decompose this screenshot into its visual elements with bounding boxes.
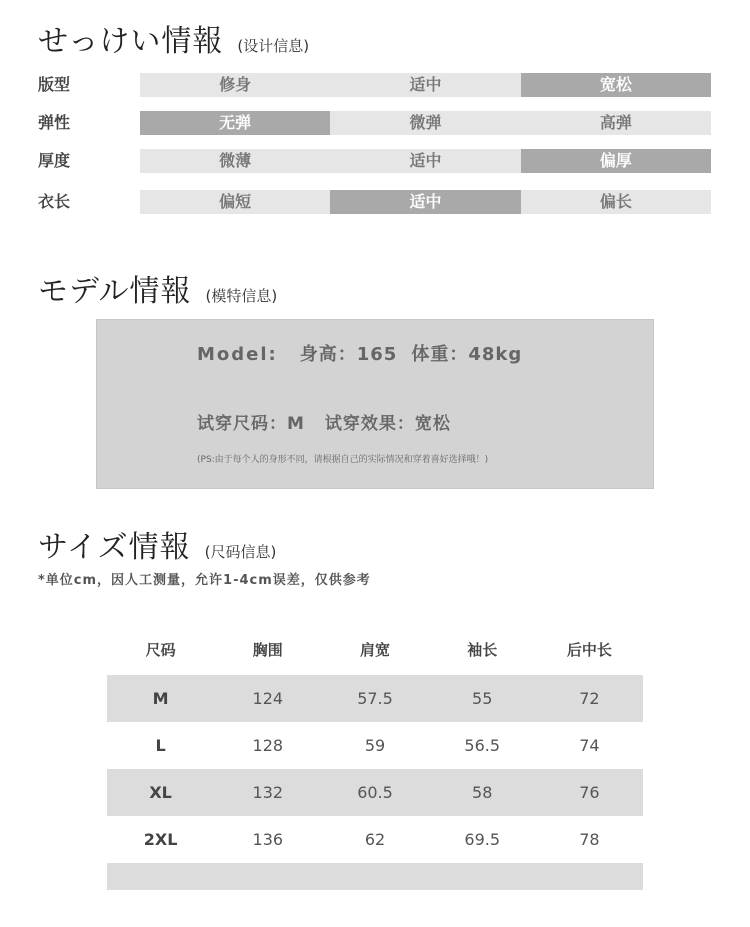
design-option: 微弹 bbox=[330, 111, 520, 135]
design-option: 偏长 bbox=[521, 190, 711, 214]
size-value-cell: 76 bbox=[579, 783, 600, 802]
design-row-label: 弹性 bbox=[38, 113, 71, 132]
design-row bbox=[38, 111, 711, 135]
design-option: 高弹 bbox=[521, 111, 711, 135]
size-table-header-cell: 袖长 bbox=[467, 641, 498, 659]
size-value-cell: 69.5 bbox=[464, 830, 501, 849]
model-size: 试穿尺码：M bbox=[197, 414, 305, 434]
model-section-title bbox=[38, 266, 277, 310]
design-section-title bbox=[38, 16, 309, 60]
size-value-cell: 72 bbox=[579, 689, 600, 708]
design-option: 修身 bbox=[140, 73, 330, 97]
design-row-label: 版型 bbox=[38, 75, 71, 94]
table-row bbox=[107, 816, 643, 863]
size-value-cell: 132 bbox=[252, 783, 284, 802]
design-row-label: 厚度 bbox=[38, 151, 71, 170]
size-note: *单位cm，因人工测量，允许1-4cm误差，仅供参考 bbox=[38, 573, 371, 588]
size-table-header bbox=[107, 627, 643, 675]
design-row bbox=[38, 149, 711, 173]
size-value-cell: 57.5 bbox=[357, 689, 393, 708]
design-option: 适中 bbox=[330, 73, 520, 97]
size-value-cell: 62 bbox=[364, 830, 386, 849]
design-option: 微薄 bbox=[140, 149, 330, 173]
size-label-cell: XL bbox=[149, 783, 172, 802]
design-row bbox=[38, 190, 711, 214]
size-table-body bbox=[107, 675, 643, 863]
design-title: せっけい情報 bbox=[38, 24, 224, 59]
size-table-header-cell: 肩宽 bbox=[360, 641, 391, 659]
size-value-cell: 56.5 bbox=[464, 736, 501, 755]
size-value-cell: 124 bbox=[252, 689, 284, 708]
design-row-options bbox=[140, 73, 711, 97]
size-value-cell: 74 bbox=[579, 736, 600, 755]
model-key: Model: bbox=[197, 344, 278, 365]
size-value-cell: 58 bbox=[472, 783, 493, 802]
design-option-selected: 适中 bbox=[330, 190, 520, 214]
model-fit bbox=[197, 409, 451, 434]
design-option-selected: 偏厚 bbox=[521, 149, 711, 173]
design-row-options bbox=[140, 190, 711, 214]
size-value-cell: 60.5 bbox=[357, 783, 393, 802]
design-row-label: 衣长 bbox=[38, 192, 71, 211]
size-section-title bbox=[38, 522, 276, 566]
table-row bbox=[107, 675, 643, 722]
design-subtitle: (设计信息) bbox=[237, 37, 310, 55]
size-value-cell: 55 bbox=[472, 689, 493, 708]
size-table-header-cell: 尺码 bbox=[145, 641, 176, 659]
model-effect: 试穿效果：宽松 bbox=[324, 414, 451, 434]
design-option: 偏短 bbox=[140, 190, 330, 214]
size-label-cell: L bbox=[155, 736, 166, 755]
model-info-box bbox=[96, 319, 654, 489]
design-option-selected: 宽松 bbox=[521, 73, 711, 97]
model-title: モデル情報 bbox=[38, 274, 192, 309]
table-row bbox=[107, 722, 643, 769]
size-value-cell: 59 bbox=[364, 736, 386, 755]
model-height: 身高：165 bbox=[299, 344, 398, 365]
design-row-options bbox=[140, 111, 711, 135]
design-row-options bbox=[140, 149, 711, 173]
size-value-cell: 78 bbox=[579, 830, 600, 849]
size-label-cell: M bbox=[152, 689, 169, 708]
size-table-header-cell: 后中长 bbox=[566, 641, 612, 659]
table-row bbox=[107, 769, 643, 816]
size-table bbox=[107, 627, 643, 890]
size-title: サイズ情報 bbox=[38, 530, 191, 565]
size-value-cell: 128 bbox=[252, 736, 284, 755]
model-measurements bbox=[197, 340, 522, 366]
model-weight: 体重：48kg bbox=[411, 344, 523, 365]
design-row bbox=[38, 73, 711, 97]
design-option-selected: 无弹 bbox=[140, 111, 330, 135]
model-subtitle: (模特信息) bbox=[205, 287, 278, 305]
size-label-cell: 2XL bbox=[143, 830, 178, 849]
size-table-header-cell: 胸围 bbox=[252, 641, 283, 659]
size-value-cell: 136 bbox=[252, 830, 284, 849]
design-option: 适中 bbox=[330, 149, 520, 173]
size-subtitle: (尺码信息) bbox=[204, 543, 277, 561]
size-table-footer bbox=[107, 863, 643, 890]
model-note: (PS:由于每个人的身形不同，请根据自己的实际情况和穿着喜好选择哦！) bbox=[197, 455, 489, 465]
